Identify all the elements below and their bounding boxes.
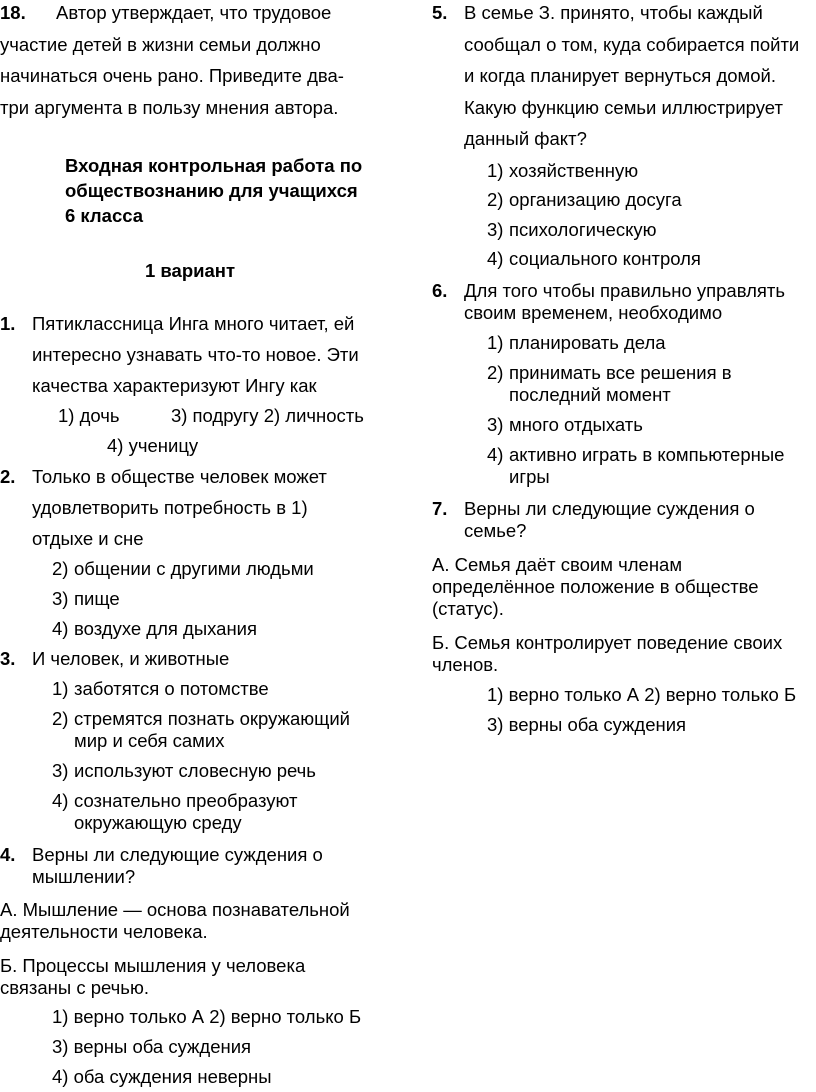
option: 2) принимать все решения в последний момент <box>487 361 732 405</box>
statement-b: Б. Процессы мышления у человека связаны с речью. <box>0 955 306 998</box>
question-number: 6. <box>432 279 448 301</box>
question-3-options <box>0 674 400 838</box>
option: 1) хозяйственную <box>487 159 639 181</box>
question-text: Пятиклассница Инга много читает, ей интересно узнавать что-то новое. Эти качества характеризуют Ингу как <box>32 313 359 396</box>
option: 2) стремятся познать окружающий мир и себя самих <box>52 708 350 751</box>
option: 4) активно играть в компьютерные игры <box>487 443 785 487</box>
option: 3) много отдыхать <box>487 413 643 435</box>
question-number: 1. <box>0 313 16 334</box>
question-1 <box>0 308 400 401</box>
question-6-options <box>432 328 816 492</box>
question-text: Верны ли следующие суждения о семье? <box>464 497 755 541</box>
question-number: 7. <box>432 497 448 519</box>
option: 1) планировать дела <box>487 331 666 353</box>
option: 3) верны оба суждения <box>52 1036 252 1057</box>
question-number: 3. <box>0 648 16 669</box>
option: 2) организацию досуга <box>487 189 682 210</box>
test-heading: Входная контрольная работа по обществознанию для учащихся 6 класса <box>65 155 363 226</box>
option: 4) оба суждения неверны <box>52 1066 272 1087</box>
option: 4) воздухе для дыхания <box>52 618 258 639</box>
question-2 <box>0 461 400 554</box>
question-2-options <box>0 554 400 644</box>
question-1-options-row: 1) дочь 3) подругу 2) личность <box>58 405 364 426</box>
option: 3) используют словесную речь <box>52 760 316 781</box>
option: 3) верны оба суждения <box>487 713 687 735</box>
variant-title: 1 вариант <box>145 260 236 281</box>
statement-a: А. Мышление — основа познавательной деятельности человека. <box>0 899 350 942</box>
options-row: 1) верно только А 2) верно только Б <box>487 683 797 705</box>
option: 4) сознательно преобразуют окружающую среду <box>52 790 298 833</box>
question-5 <box>432 0 816 155</box>
question-4 <box>0 838 400 888</box>
option: 4) социального контроля <box>487 248 701 269</box>
statement-a: А. Семья даёт своим членам определённое положение в обществе (статус). <box>432 553 759 619</box>
question-text: Для того чтобы правильно управлять своим временем, необходимо <box>464 279 786 323</box>
question-4-options <box>0 1002 400 1092</box>
question-7 <box>432 492 816 542</box>
question-number: 5. <box>432 2 448 23</box>
question-text: Только в обществе человек может удовлетворить потребность в 1) отдыхе и сне <box>32 466 327 549</box>
question-number: 18. <box>0 2 26 23</box>
right-column <box>432 0 816 740</box>
question-text: И человек, и животные <box>32 648 230 669</box>
question-3 <box>0 644 400 674</box>
left-column <box>0 0 400 1092</box>
options-row: 1) верно только А 2) верно только Б <box>52 1006 362 1027</box>
question-text: Автор утверждает, что трудовое <box>56 2 332 23</box>
question-number: 4. <box>0 844 16 865</box>
option: 3) пище <box>52 588 120 609</box>
statement-b: Б. Семья контролирует поведение своих членов. <box>432 631 783 675</box>
question-5-options <box>432 156 816 274</box>
option: 2) общении с другими людьми <box>52 558 314 579</box>
option: 1) заботятся о потомстве <box>52 678 269 699</box>
question-text: В семье З. принято, чтобы каждый сообщал о том, куда собирается пойти и когда планирует вернуться домой. Какую функцию семьи иллюстрирует данный факт? <box>464 2 800 149</box>
question-number: 2. <box>0 466 16 487</box>
question-text: Верны ли следующие суждения о мышлении? <box>32 844 323 887</box>
question-1-option-4: 4) ученицу <box>107 435 199 456</box>
question-18 <box>0 0 400 29</box>
question-6 <box>432 274 816 324</box>
question-18-continuation: участие детей в жизни семьи должно начинаться очень рано. Приведите два- три аргумента в пользу мнения автора. <box>0 33 344 118</box>
question-7-options <box>432 680 816 740</box>
option: 3) психологическую <box>487 218 657 240</box>
